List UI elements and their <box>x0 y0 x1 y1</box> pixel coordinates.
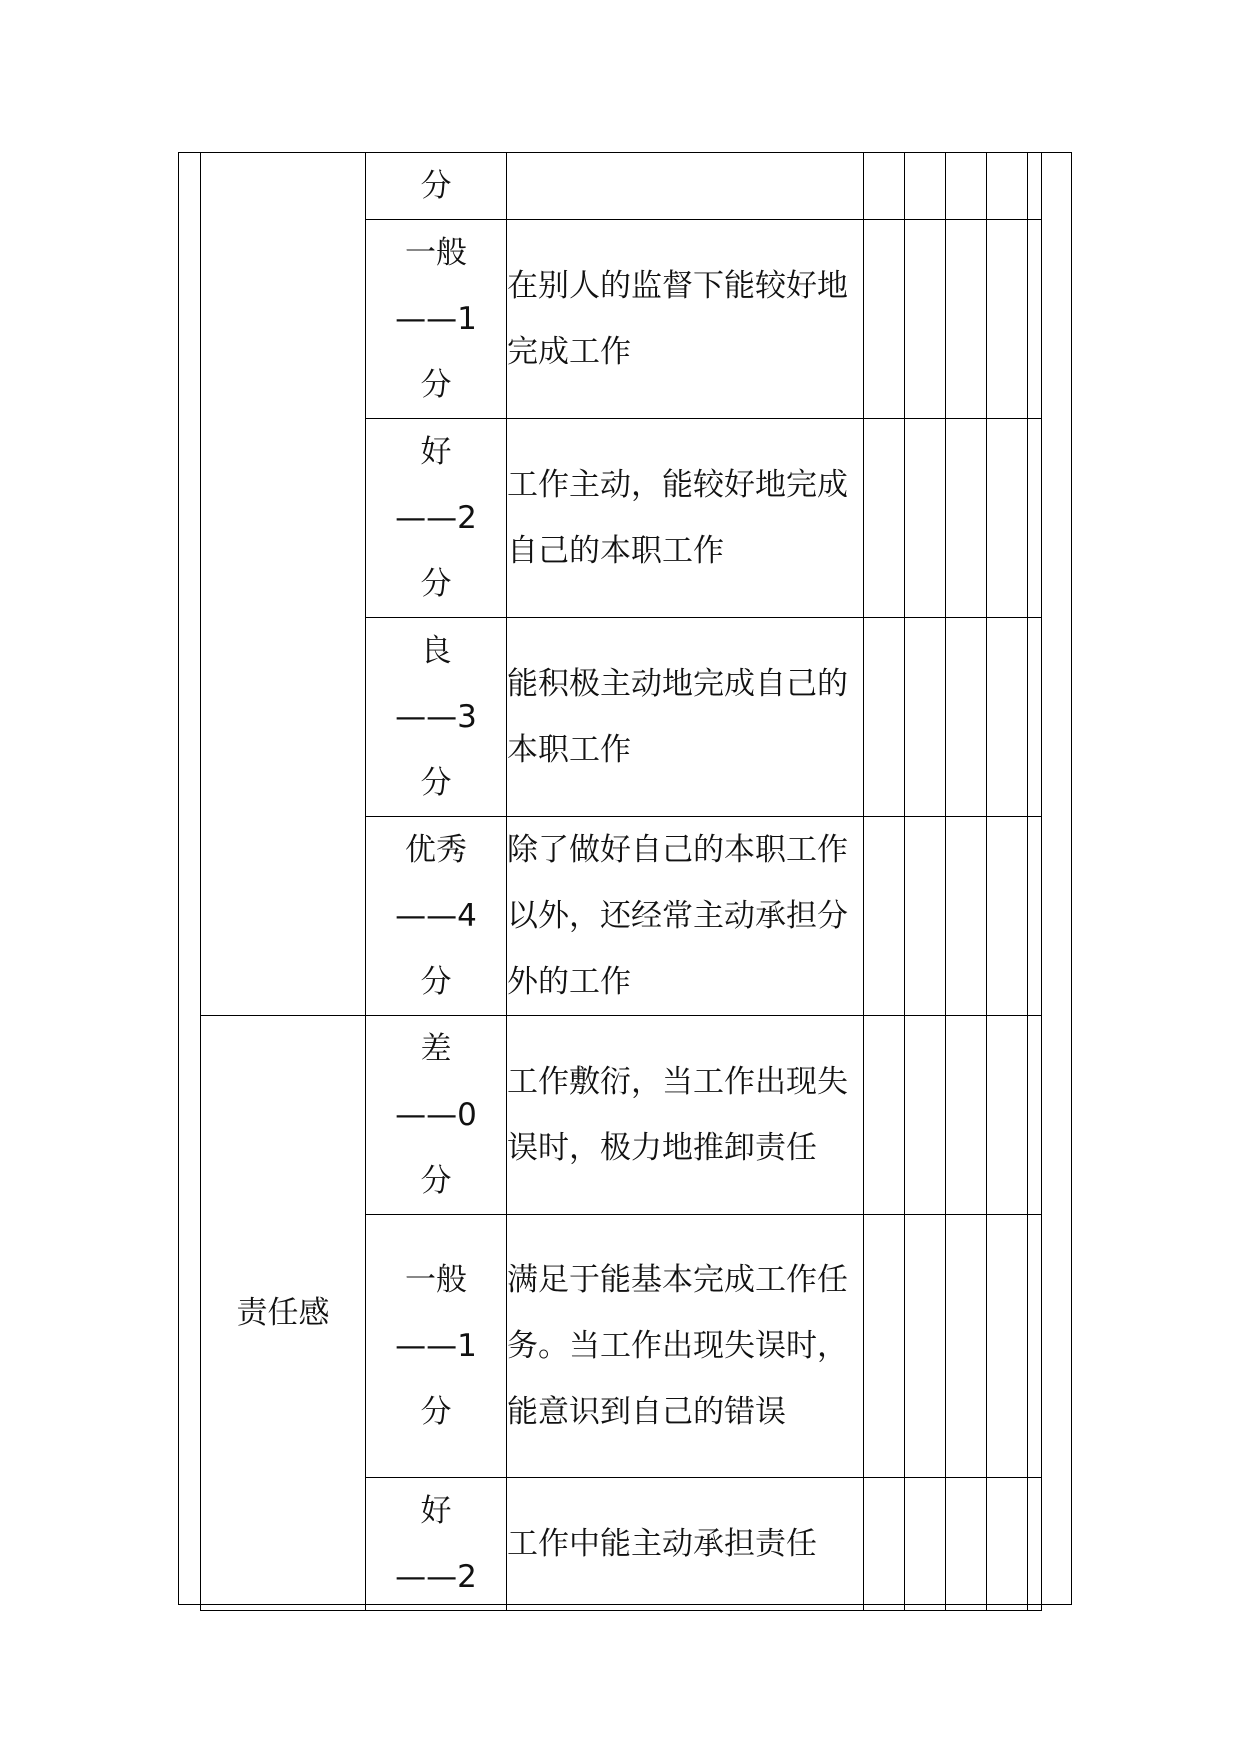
score-cell <box>905 817 946 1016</box>
score-cell <box>864 618 905 817</box>
grade-cell <box>366 419 507 618</box>
score-cell <box>864 1478 905 1611</box>
score-cell <box>987 419 1028 618</box>
score-cell <box>905 220 946 419</box>
grade-cell <box>366 618 507 817</box>
score-cell <box>1028 1016 1042 1215</box>
score-cell <box>987 1478 1028 1611</box>
score-cell <box>946 618 987 817</box>
description-cell: 除了做好自己的本职工作以外，还经常主动承担分外的工作 <box>507 817 864 1016</box>
description-cell: 满足于能基本完成工作任务。当工作出现失误时，能意识到自己的错误 <box>507 1215 864 1478</box>
grade-line: 分 <box>420 1163 452 1199</box>
score-cell <box>946 419 987 618</box>
table-row <box>201 1016 1042 1215</box>
score-cell <box>864 1215 905 1478</box>
grade-line: 分 <box>420 566 452 602</box>
grade-line: ——3 <box>395 699 477 735</box>
grade-line: 一般 <box>405 1262 467 1298</box>
grade-line: ——4 <box>395 898 477 934</box>
grade-line: ——0 <box>395 1097 477 1133</box>
score-cell <box>864 817 905 1016</box>
grade-cell <box>366 817 507 1016</box>
score-cell <box>987 220 1028 419</box>
grade-line: 好 <box>420 1493 452 1529</box>
table-row <box>201 153 1042 220</box>
grade-cell <box>366 1478 507 1611</box>
grade-line: ——1 <box>395 301 477 337</box>
score-cell <box>946 220 987 419</box>
grade-line: 良 <box>420 633 452 669</box>
score-cell <box>987 1215 1028 1478</box>
score-cell <box>987 817 1028 1016</box>
score-cell <box>987 153 1028 220</box>
score-cell <box>946 1016 987 1215</box>
description-cell: 在别人的监督下能较好地完成工作 <box>507 220 864 419</box>
score-cell <box>1028 618 1042 817</box>
score-cell <box>864 1016 905 1215</box>
grade-line: 分 <box>420 1394 452 1430</box>
score-cell <box>946 1215 987 1478</box>
grade-cell <box>366 220 507 419</box>
score-cell <box>905 1478 946 1611</box>
score-cell <box>905 1215 946 1478</box>
grade-line: 差 <box>420 1031 452 1067</box>
score-cell <box>905 1016 946 1215</box>
score-cell <box>1028 220 1042 419</box>
score-cell <box>905 618 946 817</box>
score-cell <box>1028 419 1042 618</box>
score-cell <box>1028 1215 1042 1478</box>
grade-line: 分 <box>420 765 452 801</box>
score-cell <box>864 419 905 618</box>
grade-line: 优秀 <box>405 832 467 868</box>
score-cell <box>1028 1478 1042 1611</box>
description-cell: 能积极主动地完成自己的本职工作 <box>507 618 864 817</box>
score-cell <box>864 153 905 220</box>
score-cell <box>987 618 1028 817</box>
description-cell: 工作主动，能较好地完成自己的本职工作 <box>507 419 864 618</box>
grade-line: 好 <box>420 434 452 470</box>
grade-cell <box>366 1016 507 1215</box>
score-cell <box>864 220 905 419</box>
grade-line: 分 <box>420 964 452 1000</box>
score-cell <box>905 419 946 618</box>
score-cell <box>946 817 987 1016</box>
grade-line: ——2 <box>395 1559 477 1595</box>
grade-cell <box>366 153 507 220</box>
score-cell <box>987 1016 1028 1215</box>
description-cell <box>507 153 864 220</box>
score-cell <box>905 153 946 220</box>
category-cell: 责任感 <box>201 1016 366 1611</box>
score-cell <box>1028 153 1042 220</box>
grade-line: 分 <box>420 168 452 204</box>
evaluation-table <box>200 152 1042 1611</box>
grade-cell <box>366 1215 507 1478</box>
description-cell: 工作中能主动承担责任 <box>507 1478 864 1611</box>
score-cell <box>946 153 987 220</box>
score-cell <box>946 1478 987 1611</box>
score-cell <box>1028 817 1042 1016</box>
description-cell: 工作敷衍，当工作出现失误时，极力地推卸责任 <box>507 1016 864 1215</box>
grade-line: ——1 <box>395 1328 477 1364</box>
grade-line: ——2 <box>395 500 477 536</box>
grade-line: 分 <box>420 367 452 403</box>
category-cell <box>201 153 366 1016</box>
grade-line: 一般 <box>405 235 467 271</box>
